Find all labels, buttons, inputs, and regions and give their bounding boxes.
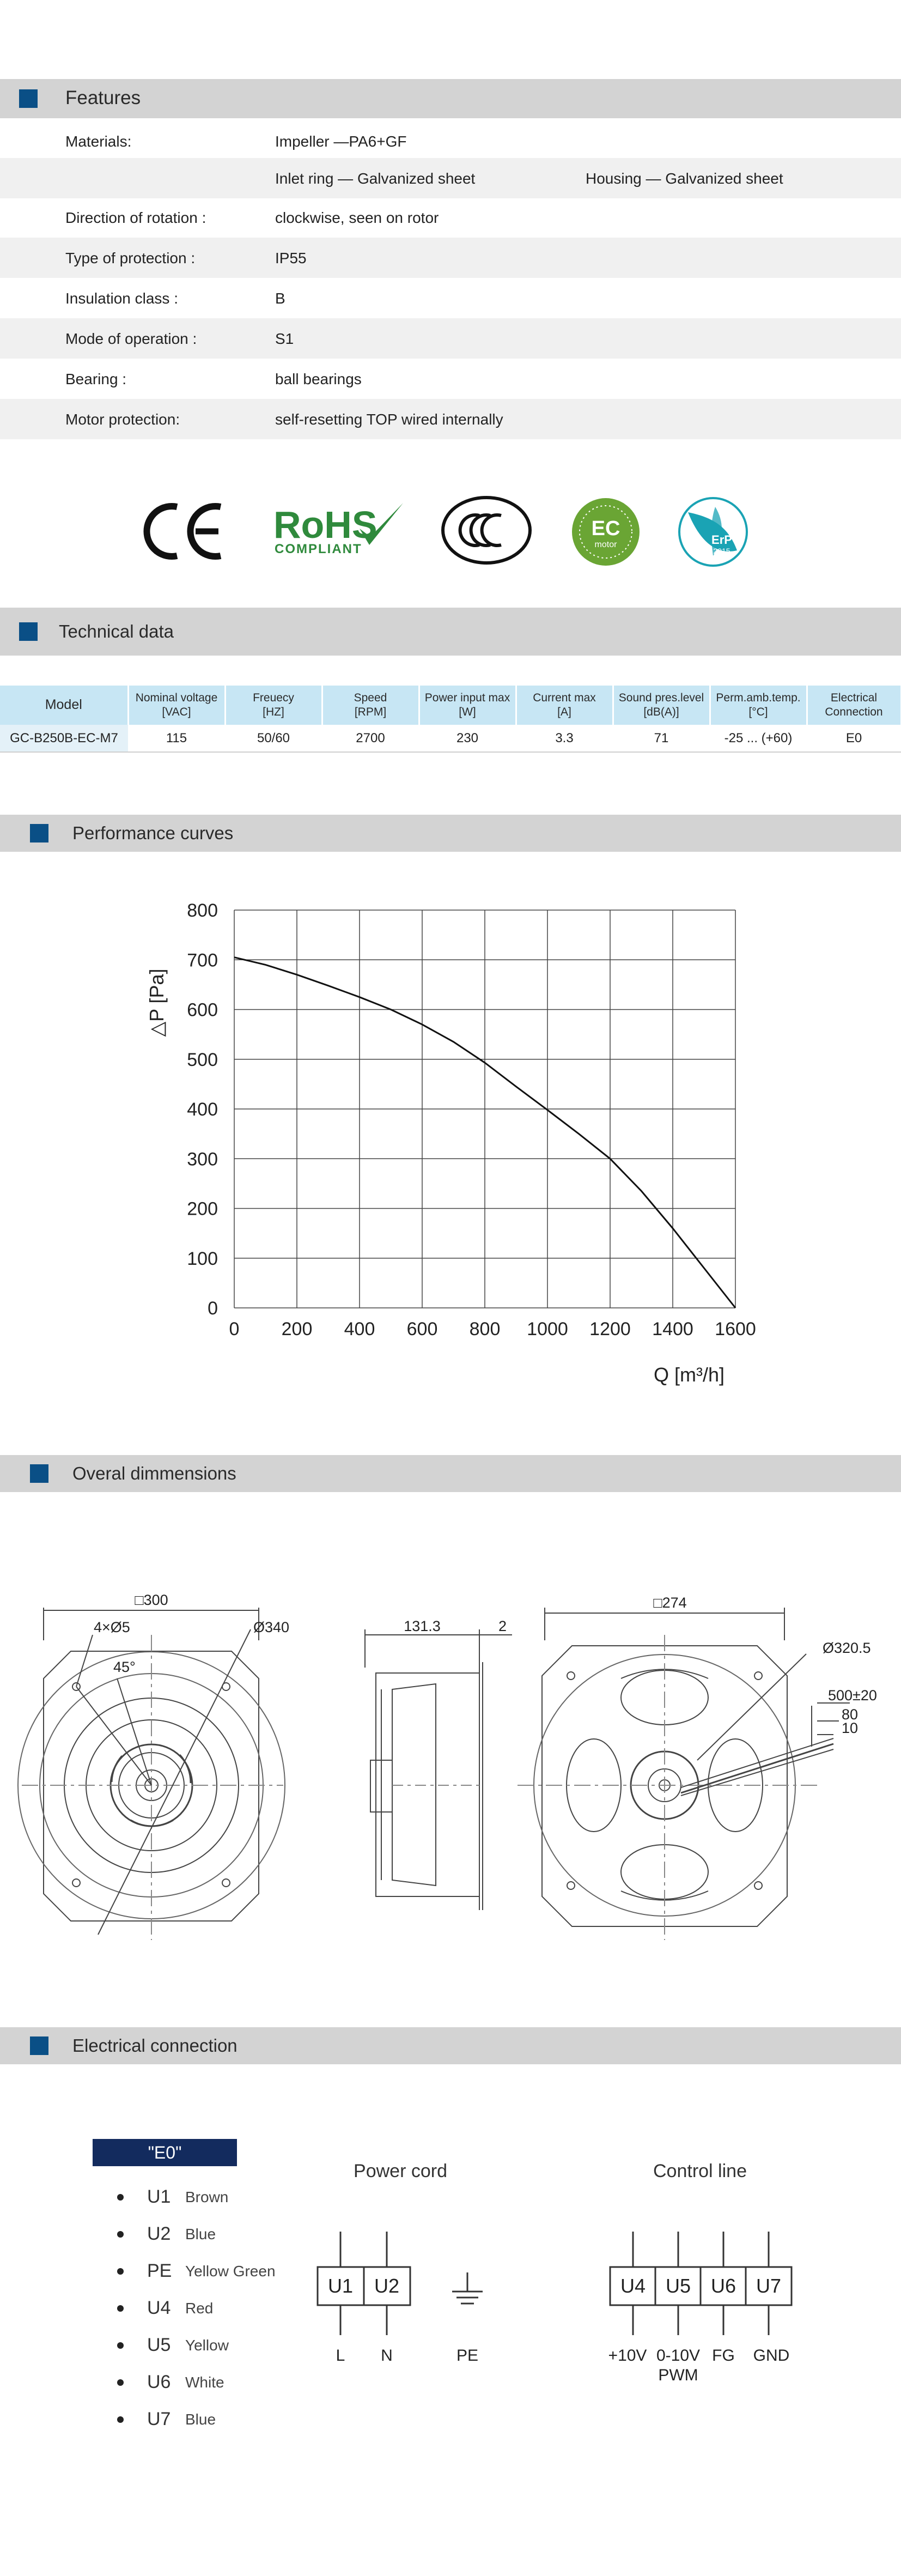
col-temp: Perm.amb.temp. [°C] (710, 686, 807, 725)
performance-marker (30, 824, 48, 842)
bullet-icon (117, 2416, 124, 2423)
erp-text: ErP (711, 533, 732, 547)
cell-model: GC-B250B-EC-M7 (0, 725, 128, 752)
feature-label: Motor protection: (65, 411, 180, 428)
col-electrical: Electrical Connection (807, 686, 901, 725)
y-tick-label: 100 (187, 1248, 218, 1269)
ccc-logo (440, 495, 533, 566)
side-offset-dim: 2 (498, 1618, 507, 1634)
feature-value-2: Housing — Galvanized sheet (586, 170, 783, 187)
feature-row-materials (0, 121, 901, 161)
cell-current: 3.3 (516, 725, 613, 752)
ccc-text: CCC (486, 533, 488, 534)
dimensions-marker (30, 1464, 48, 1483)
connection-badge-text: "E0" (148, 2143, 182, 2162)
y-tick-label: 0 (208, 1298, 218, 1319)
feature-label: Materials: (65, 133, 132, 150)
label-fg: FG (712, 2347, 735, 2365)
wiring-diagram (294, 2147, 839, 2430)
feature-value: IP55 (275, 250, 307, 266)
front-square-dim: □300 (135, 1592, 168, 1608)
features-marker (19, 89, 38, 108)
y-tick-label: 700 (187, 950, 218, 971)
cell-speed: 2700 (322, 725, 419, 752)
ce-logo (139, 501, 232, 561)
terminal-u5: U5 (665, 2275, 691, 2297)
label-pwm: PWM (658, 2366, 698, 2384)
col-voltage: Nominal voltage [VAC] (128, 686, 225, 725)
feature-label: Direction of rotation : (65, 209, 206, 226)
side-view (365, 1629, 512, 1910)
cell-power: 230 (419, 725, 516, 752)
y-tick-label: 800 (187, 900, 218, 921)
feature-value: ball bearings (275, 371, 362, 387)
back-diameter-dim: Ø320.5 (823, 1640, 871, 1656)
y-tick-label: 500 (187, 1049, 218, 1070)
feature-value: Inlet ring — Galvanized sheet (275, 170, 476, 187)
y-tick-label: 400 (187, 1099, 218, 1120)
y-tick-label: 300 (187, 1149, 218, 1170)
performance-chart (131, 894, 774, 1395)
x-tick-label: 800 (469, 1319, 501, 1339)
performance-title: Performance curves (72, 823, 234, 843)
label-n: N (381, 2347, 393, 2365)
feature-label: Mode of operation : (65, 330, 197, 347)
feature-value: S1 (275, 330, 294, 347)
label-gnd: GND (753, 2347, 790, 2365)
x-tick-label: 0 (229, 1319, 240, 1339)
bullet-icon (117, 2342, 124, 2349)
bullet-icon (117, 2379, 124, 2386)
bullet-icon (117, 2194, 124, 2201)
ground-icon (452, 2272, 483, 2304)
terminal-u2: U2 (374, 2275, 400, 2297)
features-title: Features (65, 87, 141, 108)
electrical-title: Electrical connection (72, 2035, 238, 2056)
feature-row-mode (0, 318, 901, 359)
feature-row-protection (0, 238, 901, 278)
rohs-text: RoHS (273, 504, 378, 546)
label-10v: +10V (608, 2347, 647, 2365)
ec-motor-logo (571, 497, 641, 567)
x-tick-label: 1200 (589, 1319, 631, 1339)
feature-value: self-resetting TOP wired internally (275, 411, 503, 428)
cable-80-dim: 80 (842, 1706, 859, 1723)
front-angle-dim: 45° (113, 1659, 136, 1675)
connection-badge (93, 2139, 237, 2166)
dimensions-title: Overal dimmensions (72, 1463, 236, 1483)
electrical-marker (30, 2036, 48, 2055)
bullet-icon (117, 2231, 124, 2238)
cell-sound: 71 (613, 725, 710, 752)
chart-grid (234, 910, 735, 1308)
terminal-u6: U6 (710, 2275, 736, 2297)
y-tick-label: 200 (187, 1198, 218, 1220)
rohs-compliant-text: COMPLIANT (275, 542, 362, 556)
control-line-title: Control line (653, 2161, 747, 2181)
x-ticks (229, 1319, 756, 1339)
col-speed: Speed [RPM] (322, 686, 419, 725)
x-tick-label: 1600 (715, 1319, 756, 1339)
side-depth-dim: 131.3 (404, 1618, 441, 1634)
technical-marker (19, 622, 38, 641)
feature-row-insulation (0, 278, 901, 318)
x-axis-label: Q [m³/h] (654, 1363, 725, 1386)
feature-row-materials-2 (0, 158, 901, 198)
col-power: Power input max [W] (419, 686, 516, 725)
terminal-u7: U7 (756, 2275, 782, 2297)
bullet-icon (117, 2305, 124, 2312)
y-ticks (187, 900, 218, 1319)
cell-temp: -25 ... (+60) (710, 725, 807, 752)
cable-10-dim: 10 (842, 1720, 859, 1736)
table-row (0, 725, 901, 752)
x-tick-label: 1000 (527, 1319, 568, 1339)
label-pe: PE (456, 2347, 479, 2365)
front-view (18, 1608, 285, 1940)
feature-row-bearing (0, 359, 901, 399)
technical-title: Technical data (59, 621, 174, 641)
feature-label: Type of protection : (65, 250, 196, 266)
back-view (518, 1608, 850, 1940)
feature-value: Impeller —PA6+GF (275, 133, 407, 150)
erp-year-text: 2015 (713, 547, 730, 555)
front-diameter-dim: Ø340 (253, 1619, 290, 1635)
feature-value: B (275, 290, 285, 307)
y-tick-label: 600 (187, 999, 218, 1021)
label-l: L (336, 2347, 345, 2365)
x-tick-label: 200 (281, 1319, 313, 1339)
col-sound: Sound pres.level [dB(A)] (613, 686, 710, 725)
bullet-icon (117, 2268, 124, 2275)
x-tick-label: 600 (406, 1319, 438, 1339)
col-frequency: Freuecy [HZ] (225, 686, 322, 725)
feature-label: Bearing : (65, 371, 127, 387)
cell-voltage: 115 (128, 725, 225, 752)
cell-electrical: E0 (807, 725, 901, 752)
feature-row-motor-protection (0, 399, 901, 439)
feature-value: clockwise, seen on rotor (275, 209, 439, 226)
rohs-logo (272, 499, 409, 559)
front-holes-dim: 4×Ø5 (94, 1619, 130, 1635)
label-0-10v: 0-10V (656, 2347, 701, 2365)
ec-text: EC (591, 517, 620, 540)
col-current: Current max [A] (516, 686, 613, 725)
cell-frequency: 50/60 (225, 725, 322, 752)
feature-label: Insulation class : (65, 290, 178, 307)
back-square-dim: □274 (653, 1595, 687, 1611)
x-tick-label: 1400 (652, 1319, 693, 1339)
x-tick-label: 400 (344, 1319, 375, 1339)
feature-row-rotation (0, 197, 901, 238)
cable-length-dim: 500±20 (828, 1687, 877, 1704)
terminal-u1: U1 (327, 2275, 354, 2297)
technical-table (0, 686, 901, 753)
col-model: Model (0, 686, 128, 725)
dimension-drawings (0, 1580, 901, 1951)
erp-logo (677, 496, 749, 568)
ec-motor-text: motor (594, 540, 617, 549)
y-axis-label: △P [Pa] (145, 968, 168, 1037)
terminal-u4: U4 (620, 2275, 646, 2297)
power-cord-title: Power cord (354, 2161, 447, 2181)
table-header-row (0, 686, 901, 725)
